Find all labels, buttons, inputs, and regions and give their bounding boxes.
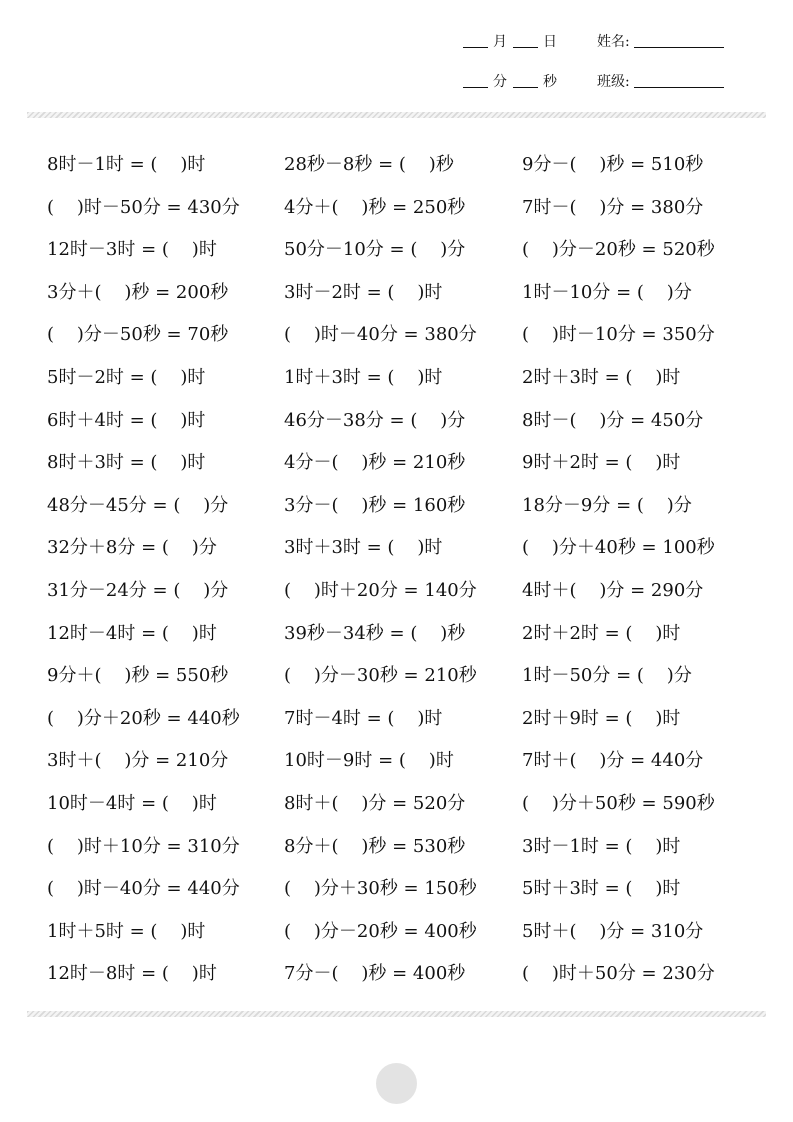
time-class-row [463,73,724,91]
problem-row [0,953,793,996]
class-label: 班级: [597,74,630,90]
second-blank[interactable] [513,75,538,88]
top-divider [27,112,766,118]
problem-item: 3时＋3时 = ( )时 [284,537,443,559]
second-label: 秒 [543,74,557,90]
problem-item: ( )分－30秒 = 210秒 [284,665,477,687]
problem-item: 48分－45分 = ( )分 [47,494,229,516]
problem-row [0,740,793,783]
problem-item: 5时＋3时 = ( )时 [522,878,681,900]
month-label: 月 [493,34,507,50]
problem-row [0,272,793,315]
bottom-divider [27,1011,766,1017]
page-indicator [376,1063,417,1104]
problem-item: 6时＋4时 = ( )时 [47,409,206,431]
problem-item: 3分＋( )秒 = 200秒 [47,281,229,303]
problem-item: 2时＋2时 = ( )时 [522,622,681,644]
problem-item: 7时－4时 = ( )时 [284,707,443,729]
month-blank[interactable] [463,35,488,48]
problem-item: 9分＋( )秒 = 550秒 [47,665,229,687]
problem-row [0,655,793,698]
problem-row [0,187,793,230]
problem-item: 12时－3时 = ( )时 [47,239,217,261]
problem-item: 8时＋3时 = ( )时 [47,452,206,474]
problem-item: ( )分－50秒 = 70秒 [47,324,229,346]
problem-row [0,570,793,613]
problem-item: ( )分－20秒 = 520秒 [522,239,715,261]
problem-row [0,229,793,272]
problem-item: 8时－( )分 = 450分 [522,409,704,431]
problem-item: 12时－8时 = ( )时 [47,963,217,985]
problem-item: 7时＋( )分 = 440分 [522,750,704,772]
problem-item: ( )时＋20分 = 140分 [284,579,477,601]
problem-item: 12时－4时 = ( )时 [47,622,217,644]
day-blank[interactable] [513,35,538,48]
problem-item: ( )分＋30秒 = 150秒 [284,878,477,900]
problem-item: 10时－9时 = ( )时 [284,750,454,772]
problem-item: 3时－2时 = ( )时 [284,281,443,303]
problem-item: 5时－2时 = ( )时 [47,366,206,388]
problem-item: 1时＋3时 = ( )时 [284,366,443,388]
problem-item: 39秒－34秒 = ( )秒 [284,622,466,644]
problem-item: 50分－10分 = ( )分 [284,239,466,261]
problem-item: 3时－1时 = ( )时 [522,835,681,857]
problem-item: 18分－9分 = ( )分 [522,494,692,516]
name-blank[interactable] [634,35,724,48]
name-label: 姓名: [597,34,630,50]
problem-item: 3时＋( )分 = 210分 [47,750,229,772]
problem-item: 3分－( )秒 = 160秒 [284,494,466,516]
problem-row [0,400,793,443]
problem-row [0,442,793,485]
problem-item: ( )时＋50分 = 230分 [522,963,715,985]
day-label: 日 [543,34,557,50]
problem-row [0,698,793,741]
problem-item: 9时＋2时 = ( )时 [522,452,681,474]
problem-item: 1时－10分 = ( )分 [522,281,692,303]
problem-item: 10时－4时 = ( )时 [47,792,217,814]
problem-item: ( )分＋40秒 = 100秒 [522,537,715,559]
problem-row [0,527,793,570]
problem-item: 32分＋8分 = ( )分 [47,537,217,559]
problem-item: ( )时－50分 = 430分 [47,196,240,218]
problem-item: 8时－1时 = ( )时 [47,154,206,175]
problem-row [0,144,793,187]
problem-item: ( )时＋10分 = 310分 [47,835,240,857]
problem-item: ( )时－10分 = 350分 [522,324,715,346]
problem-item: 2时＋3时 = ( )时 [522,366,681,388]
problem-item: 4分－( )秒 = 210秒 [284,452,466,474]
problem-row [0,314,793,357]
minute-blank[interactable] [463,75,488,88]
problem-item: ( )时－40分 = 380分 [284,324,477,346]
class-blank[interactable] [634,75,724,88]
problem-item: ( )时－40分 = 440分 [47,878,240,900]
problem-item: 2时＋9时 = ( )时 [522,707,681,729]
problem-item: 8时＋( )分 = 520分 [284,792,466,814]
problem-row [0,826,793,869]
minute-label: 分 [493,74,507,90]
problem-row [0,357,793,400]
problem-item: ( )分＋50秒 = 590秒 [522,792,715,814]
date-name-row [463,33,724,51]
problem-item: ( )分＋20秒 = 440秒 [47,707,240,729]
problem-item: 46分－38分 = ( )分 [284,409,466,431]
problem-item: 1时－50分 = ( )分 [522,665,692,687]
problem-item: 4分＋( )秒 = 250秒 [284,196,466,218]
problem-row [0,868,793,911]
problem-row [0,783,793,826]
problem-item: 28秒－8秒 = ( )秒 [284,154,454,175]
problem-row [0,485,793,528]
problem-grid [0,144,793,996]
problem-row [0,911,793,954]
problem-item: 7分－( )秒 = 400秒 [284,963,466,985]
problem-item: 8分＋( )秒 = 530秒 [284,835,466,857]
problem-item: 7时－( )分 = 380分 [522,196,704,218]
problem-item: ( )分－20秒 = 400秒 [284,920,477,942]
problem-item: 5时＋( )分 = 310分 [522,920,704,942]
problem-item: 9分－( )秒 = 510秒 [522,154,704,175]
problem-row [0,613,793,656]
problem-item: 31分－24分 = ( )分 [47,579,229,601]
problem-item: 4时＋( )分 = 290分 [522,579,704,601]
problem-item: 1时＋5时 = ( )时 [47,920,206,942]
